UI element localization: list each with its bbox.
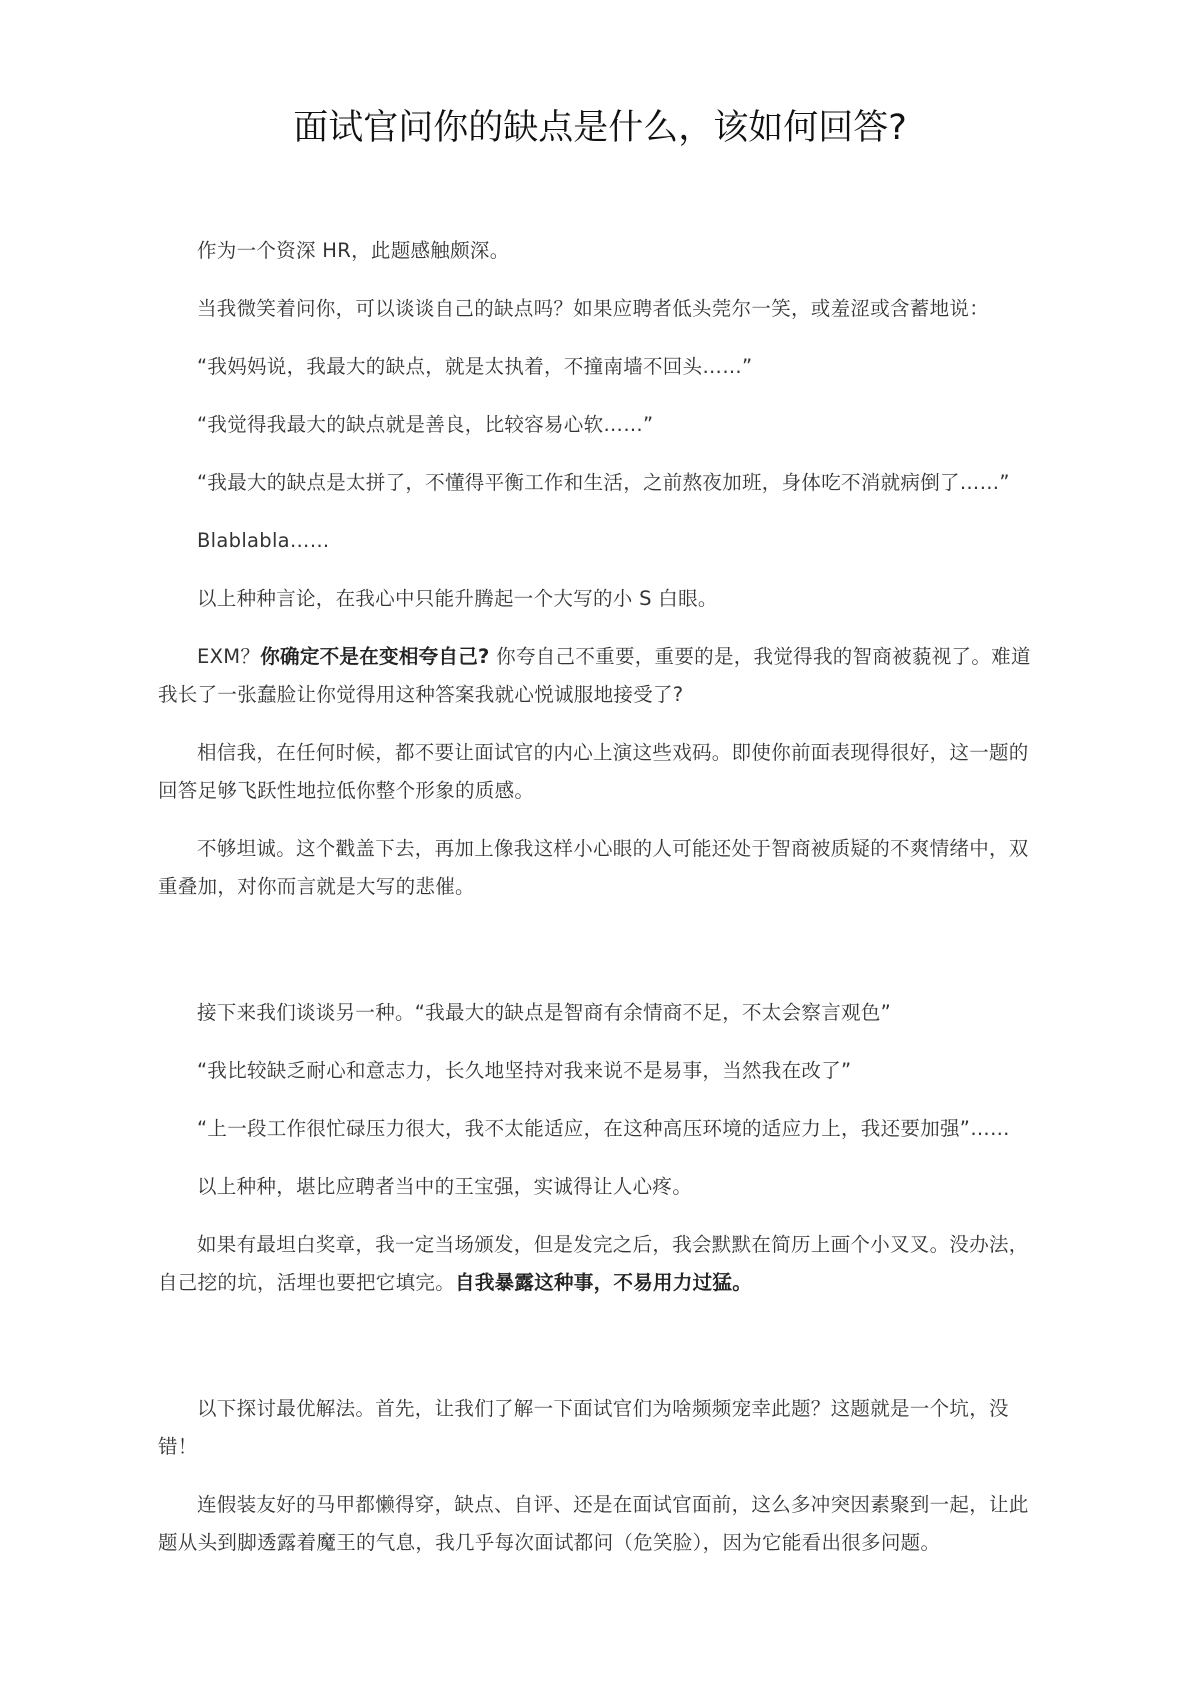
- text-segment: 相信我，在任何时候，都不要让面试官的内心上演这些戏码。即使你前面表现得很好，这一题的回答足够飞跃性地拉低你整个形象的质感。: [158, 741, 1029, 802]
- paragraph: [158, 1110, 1048, 1148]
- paragraph: [158, 994, 1048, 1032]
- text-segment: “上一段工作很忙碌压力很大，我不太能适应，在这种高压环境的适应力上，我还要加强”……: [197, 1117, 1010, 1140]
- text-segment: 以下探讨最优解法。首先，让我们了解一下面试官们为啥频频宠幸此题？这题就是一个坑，没错！: [158, 1397, 1009, 1458]
- text-segment: Blablabla……: [197, 529, 330, 552]
- text-segment: 当我微笑着问你，可以谈谈自己的缺点吗？如果应聘者低头莞尔一笑，或羞涩或含蓄地说：: [197, 297, 990, 320]
- paragraph: [158, 232, 1048, 270]
- paragraph: [158, 522, 1048, 560]
- bold-text: 自我暴露这种事，不易用力过猛。: [455, 1271, 753, 1294]
- text-segment: 你夸自己不重要，重要的是，我觉得我的智商被藐视了。难道我长了一张蠢脸让你觉得用这种答案我就心悦诚服地接受了?: [158, 645, 1031, 706]
- paragraph: [158, 580, 1048, 618]
- text-segment: 如果有最坦白奖章，我一定当场颁发，但是发完之后，我会默默在简历上画个小叉叉。没办法，自己挖的坑，活埋也要把它填完。: [158, 1233, 1029, 1294]
- text-segment: 不够坦诚。这个戳盖下去，再加上像我这样小心眼的人可能还处于智商被质疑的不爽情绪中，双重叠加，对你而言就是大写的悲催。: [158, 837, 1029, 898]
- text-segment: “我觉得我最大的缺点就是善良，比较容易心软……”: [197, 413, 654, 436]
- text-segment: “我比较缺乏耐心和意志力，长久地坚持对我来说不是易事，当然我在改了”: [197, 1059, 852, 1082]
- text-segment: 作为一个资深 HR，此题感触颇深。: [197, 239, 510, 262]
- paragraph: [158, 1226, 1048, 1302]
- text-segment: “我妈妈说，我最大的缺点，就是太执着，不撞南墙不回头……”: [197, 355, 753, 378]
- paragraph: [158, 830, 1048, 906]
- bold-text: 你确定不是在变相夸自己?: [260, 645, 490, 668]
- text-segment: 以上种种，堪比应聘者当中的王宝强，实诚得让人心疼。: [197, 1175, 693, 1198]
- text-segment: EXM？: [197, 645, 261, 668]
- paragraph: [158, 1486, 1048, 1562]
- paragraph: [158, 1390, 1048, 1466]
- text-segment: 连假装友好的马甲都懒得穿，缺点、自评、还是在面试官面前，这么多冲突因素聚到一起，让此题从头到脚透露着魔王的气息，我几乎每次面试都问（危笑脸），因为它能看出很多问题。: [158, 1493, 1029, 1554]
- paragraph: [158, 734, 1048, 810]
- text-segment: 以上种种言论，在我心中只能升腾起一个大写的小 S 白眼。: [197, 587, 718, 610]
- text-segment: “我最大的缺点是太拼了，不懂得平衡工作和生活，之前熬夜加班，身体吃不消就病倒了……”: [197, 471, 1010, 494]
- paragraph: [158, 348, 1048, 386]
- paragraph: [158, 1168, 1048, 1206]
- paragraph: [158, 1052, 1048, 1090]
- paragraph: [158, 406, 1048, 444]
- article-body: [158, 232, 1048, 1562]
- text-segment: 接下来我们谈谈另一种。“我最大的缺点是智商有余情商不足，不太会察言观色”: [197, 1001, 892, 1024]
- page-title: 面试官问你的缺点是什么，该如何回答?: [293, 108, 907, 148]
- paragraph: [158, 638, 1048, 714]
- paragraph: [158, 464, 1048, 502]
- paragraph: [158, 290, 1048, 328]
